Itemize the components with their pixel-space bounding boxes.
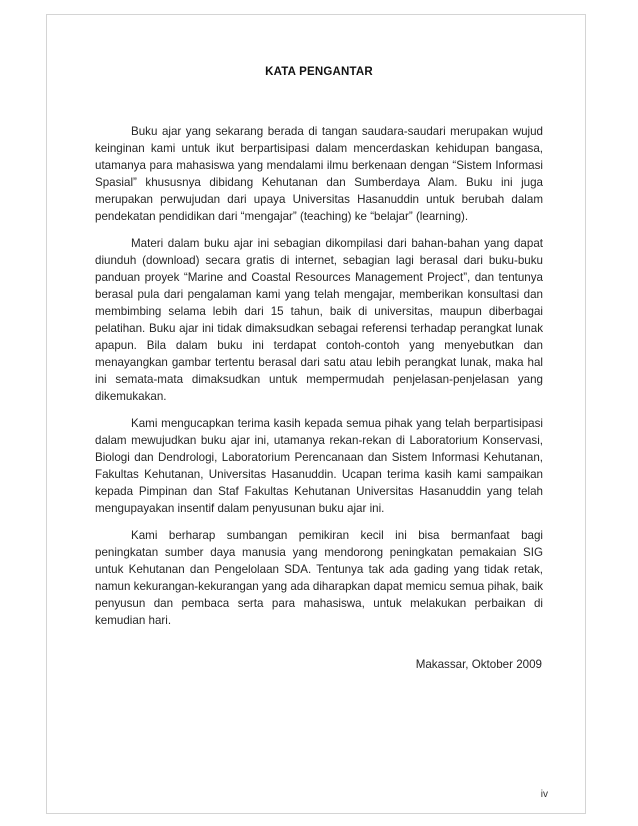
paragraph-3: Kami mengucapkan terima kasih kepada semua pihak yang telah berpartisipasi dalam mewujudkan buku ajar ini, utamanya rekan-rekan di Laboratorium Konservasi, Biologi dan Dendrologi, Laboratorium Perencanaan dan Sistem Informasi Kehutanan, Fakultas Kehutanan, Universitas Hasanuddin. Ucapan terima kasih kami sampaikan kepada Pimpinan dan Staf Fakultas Kehutanan Universitas Hasanuddin yang telah mengupayakan insentif dalam penyusunan buku ajar ini. [95,417,543,515]
paragraph-1: Buku ajar yang sekarang berada di tangan saudara-saudari merupakan wujud keinginan kami untuk ikut berpartisipasi dalam mencerdaskan kehidupan bangasa, utamanya para mahasiswa yang mendalami ilmu berkenaan dengan “Sistem Informasi Spasial” khususnya dibidang Kehutanan dan Sumberdaya Alam. Buku ini juga merupakan perwujudan dari upaya Universitas Hasanuddin untuk berubah dalam pendekatan pendidikan dari “mengajar” (teaching) ke “belajar” (learning). [95,125,543,223]
page-number: iv [540,789,548,800]
page-title: KATA PENGANTAR [265,66,373,78]
signature-place-date: Makassar, Oktober 2009 [415,658,542,671]
paragraph-2: Materi dalam buku ajar ini sebagian dikompilasi dari bahan-bahan yang dapat diunduh (download) secara gratis di internet, sebagian lagi berasal dari buku-buku panduan proyek “Marine and Coastal Resources Management Project”, dan tentunya berasal pula dari pengalaman kami yang telah mengajar, memberikan konsultasi dan membimbing selama lebih dari 15 tahun, baik di universitas, maupun diberbagai pelatihan. Buku ajar ini tidak dimaksudkan sebagai referensi terhadap perangkat lunak apapun. Bila dalam buku ini terdapat contoh-contoh yang menyebutkan dan menayangkan gambar tertentu berasal dari satu atau lebih perangkat lunak, maka hal ini semata-mata dimaksudkan untuk mempermudah penjelasan-penjelasan yang dikemukakan. [95,237,543,403]
paragraph-4: Kami berharap sumbangan pemikiran kecil ini bisa bermanfaat bagi peningkatan sumber daya manusia yang mendorong peningkatan pemakaian SIG untuk Kehutanan dan Pengelolaan SDA. Tentunya tak ada gading yang tidak retak, namun kekurangan-kekurangan yang ada diharapkan dapat memicu semua pihak, baik penyusun dan pembaca serta para mahasiswa, untuk melakukan perbaikan di kemudian hari. [95,529,543,627]
body-text [95,123,543,639]
